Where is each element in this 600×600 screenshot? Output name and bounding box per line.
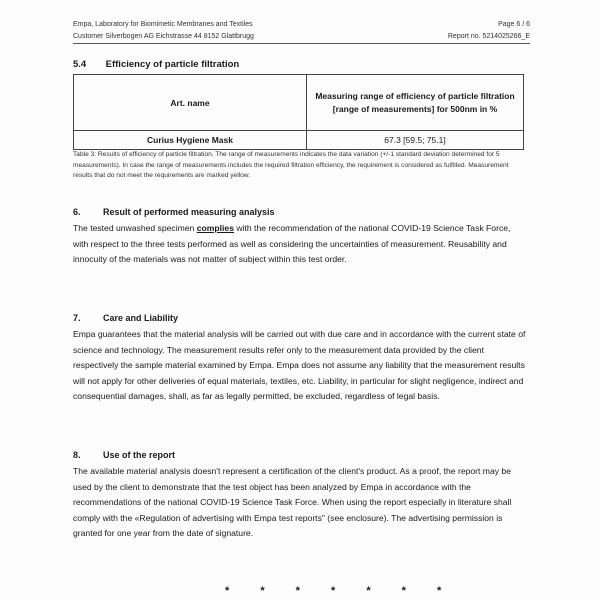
table-row <box>74 131 524 150</box>
section-title: Result of performed measuring analysis <box>103 207 275 217</box>
section-8-heading <box>73 450 528 464</box>
header-report-number: Report no. 5214025266_E <box>447 33 530 40</box>
section-number: 7. <box>73 313 81 323</box>
column-header-art-name: Art. name <box>74 75 307 131</box>
cell-art-name: Curius Hygiene Mask <box>74 131 307 150</box>
end-of-report-marks: * * * * * * * <box>225 585 456 597</box>
section-6 <box>73 207 528 268</box>
header-row-2 <box>73 33 530 43</box>
header-org: Empa, Laboratory for Biomimetic Membranes and Textiles <box>73 21 253 28</box>
header-divider <box>73 43 530 44</box>
section-8-body: The available material analysis doesn't represent a certification of the client's product. As a proof, the report may be used by the client to demonstrate that the test object has been analyzed by Empa in accordance with the recommendations of the national COVID-19 Science Task Force. When using the report especially in literature shall comply with the «Regulation of advertising with Empa test reports" (see enclosure). The advertising permission is granted for one year from the date of signature. <box>73 466 512 538</box>
section-number: 5.4 <box>73 59 87 70</box>
section-7 <box>73 313 528 405</box>
cell-measuring-range: 67.3 [59.5; 75.1] <box>307 131 524 150</box>
complies-emphasis: complies <box>196 223 234 233</box>
section-title: Use of the report <box>103 450 176 460</box>
header-customer: Customer Silverbogen AG Eichstrasse 44 8152 Glattbrugg <box>73 33 254 40</box>
column-header-measuring-range: Measuring range of efficiency of particle filtration [range of measurements] for 500nm in % <box>307 75 524 131</box>
section-5-4-heading <box>73 59 239 70</box>
filtration-results-table <box>73 74 524 150</box>
section-title: Efficiency of particle filtration <box>105 59 240 70</box>
header-page-number: Page 6 / 6 <box>498 21 530 28</box>
section-8 <box>73 450 528 542</box>
section-number: 6. <box>73 207 81 217</box>
section-number: 8. <box>73 450 81 460</box>
section-7-body: Empa guarantees that the material analysis will be carried out with due care and in accordance with the current state of science and technology. The measurement results refer only to the measurement data provided by the client respectively the sample material examined by Empa. Empa does not assume any liability that the measurement results will not apply for other deliveries of equal materials, textiles, etc. Liability, in particular for slight negligence, indirect and consequential damages, shall, as far as legally permitted, be excluded, regardless of legal basis. <box>73 329 526 401</box>
body-text-start: The tested unwashed specimen <box>73 223 197 233</box>
table-header-row <box>74 75 524 131</box>
header-row-1 <box>73 21 530 31</box>
table-caption: Table 3: Results of efficiency of particle filtration. The range of measurements indicates the data variation (+/-1 standard deviation determined for 5 measurements). In case the range of measurements includes the required filtration efficiency, the requirement is considered as fulfilled. Measurement results that do not meet the requirements are marked yellow. <box>73 151 509 179</box>
section-7-heading <box>73 313 528 327</box>
section-title: Care and Liability <box>103 313 179 323</box>
body-text-end: with the recommendation of the national COVID-19 Science Task Force, with respect to the three tests performed as well as considering the uncertainties of measurement. Reusability and innocuity of the materials was not matter of subject within this test order. <box>73 223 511 264</box>
section-6-body <box>73 221 528 268</box>
section-6-heading <box>73 207 528 221</box>
